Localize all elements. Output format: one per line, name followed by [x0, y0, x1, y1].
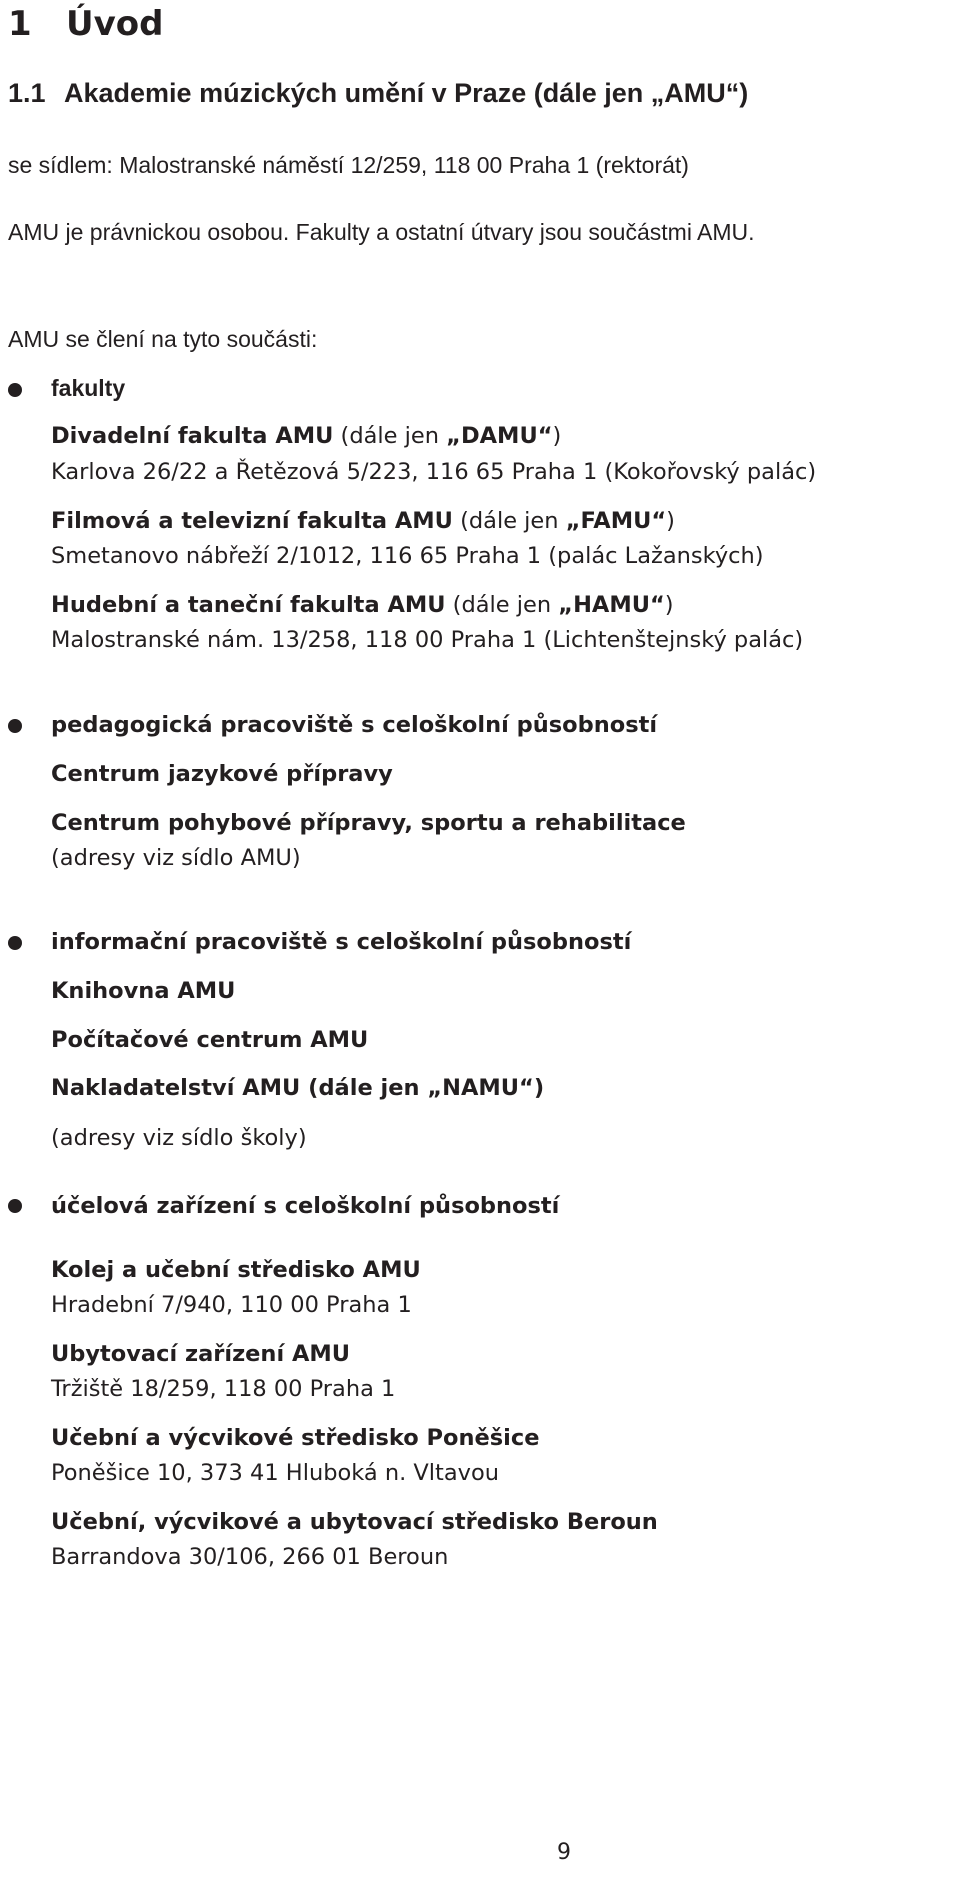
seat-line: se sídlem: Malostranské náměstí 12/259, 118 00 Praha 1 (rektorát) [8, 152, 689, 178]
famu-abbr: „FAMU“ [565, 508, 667, 534]
parts-intro: AMU se člení na tyto součásti: [8, 326, 318, 352]
beroun-name: Učební, výcvikové a ubytovací středisko Beroun [51, 1509, 658, 1535]
bullet-informacni [8, 936, 22, 950]
famu-name: Filmová a televizní fakulta AMU [51, 508, 453, 534]
informacni-item-1: Knihovna AMU [51, 978, 236, 1004]
damu-paren-open: (dále jen [333, 423, 447, 449]
page-number: 9 [557, 1840, 571, 1865]
ponesice-address: Poněšice 10, 373 41 Hluboká n. Vltavou [51, 1460, 500, 1486]
fakulty-heading: fakulty [51, 375, 126, 401]
ubytovaci-address: Tržiště 18/259, 118 00 Praha 1 [51, 1376, 396, 1402]
pedagogicka-note: (adresy viz sídlo AMU) [51, 845, 301, 871]
pedagogicka-heading: pedagogická pracoviště s celoškolní působností [51, 712, 658, 738]
hamu-line [51, 592, 674, 618]
section-heading [8, 78, 748, 109]
ubytovaci-name: Ubytovací zařízení AMU [51, 1341, 351, 1367]
section-title: Akademie múzických umění v Praze (dále jen „AMU“) [64, 78, 749, 108]
informacni-heading: informační pracoviště s celoškolní působností [51, 929, 632, 955]
ponesice-name: Učební a výcvikové středisko Poněšice [51, 1425, 540, 1451]
kolej-name: Kolej a učební středisko AMU [51, 1257, 421, 1283]
hamu-paren-close: ) [664, 592, 674, 618]
bullet-fakulty [8, 383, 22, 397]
hamu-address: Malostranské nám. 13/258, 118 00 Praha 1 (Lichtenštejnský palác) [51, 627, 804, 653]
bullet-pedagogicka [8, 719, 22, 733]
chapter-heading [8, 4, 163, 44]
pedagogicka-item-1: Centrum jazykové přípravy [51, 761, 393, 787]
damu-line [51, 423, 561, 449]
damu-abbr: „DAMU“ [446, 423, 553, 449]
informacni-item-3: Nakladatelství AMU (dále jen „NAMU“) [51, 1075, 545, 1101]
famu-paren-close: ) [666, 508, 675, 534]
beroun-address: Barrandova 30/106, 266 01 Beroun [51, 1544, 449, 1570]
famu-address: Smetanovo nábřeží 2/1012, 116 65 Praha 1 (palác Lažanských) [51, 543, 764, 569]
pedagogicka-item-2: Centrum pohybové přípravy, sportu a rehabilitace [51, 810, 686, 836]
famu-paren-open: (dále jen [452, 508, 566, 534]
hamu-paren-open: (dále jen [445, 592, 559, 618]
informacni-item-2: Počítačové centrum AMU [51, 1027, 369, 1053]
legal-line: AMU je právnickou osobou. Fakulty a ostatní útvary jsou součástmi AMU. [8, 219, 755, 245]
chapter-number: 1 [8, 4, 32, 44]
kolej-address: Hradební 7/940, 110 00 Praha 1 [51, 1292, 412, 1318]
hamu-abbr: „HAMU“ [558, 592, 665, 618]
bullet-ucelova [8, 1199, 22, 1213]
damu-name: Divadelní fakulta AMU [51, 423, 334, 449]
damu-address: Karlova 26/22 a Řetězová 5/223, 116 65 Praha 1 (Kokořovský palác) [51, 459, 817, 485]
informacni-note: (adresy viz sídlo školy) [51, 1125, 307, 1151]
section-number: 1.1 [8, 78, 46, 108]
hamu-name: Hudební a taneční fakulta AMU [51, 592, 446, 618]
famu-line [51, 508, 675, 534]
damu-paren-close: ) [552, 423, 562, 449]
ucelova-heading: účelová zařízení s celoškolní působností [51, 1193, 560, 1219]
chapter-title: Úvod [66, 4, 164, 44]
